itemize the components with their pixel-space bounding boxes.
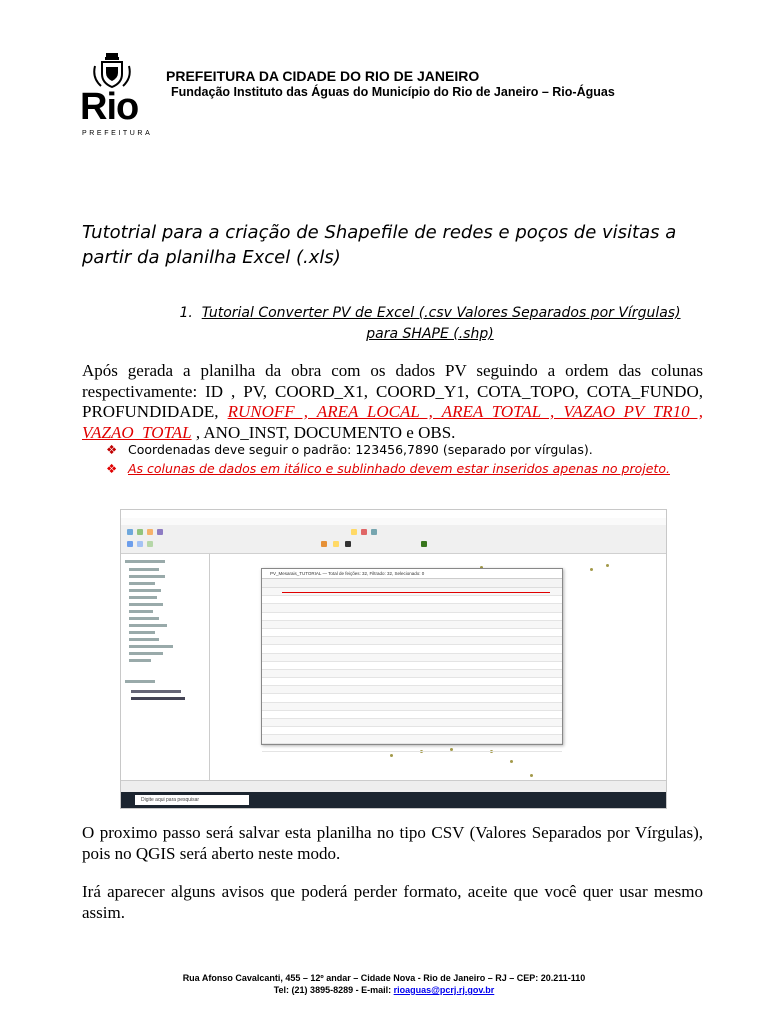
document-title: Tutotrial para a criação de Shapefile de redes e poços de visitas a partir da planilha Excel (.xls) bbox=[82, 222, 677, 268]
diamond-bullet-icon: ❖ bbox=[106, 461, 118, 476]
table-row[interactable] bbox=[262, 637, 562, 645]
project-only-columns: RUNOFF , AREA_LOCAL , AREA_TOTAL , VAZAO_PV_TR10 , VAZAO_TOTAL bbox=[82, 402, 703, 442]
table-row[interactable] bbox=[262, 735, 562, 743]
table-row[interactable] bbox=[262, 719, 562, 727]
table-row[interactable] bbox=[262, 727, 562, 735]
header-institution: PREFEITURA DA CIDADE DO RIO DE JANEIRO bbox=[166, 68, 480, 84]
toolbar-icon bbox=[147, 529, 153, 535]
diamond-bullet-icon: ❖ bbox=[106, 442, 118, 457]
toolbar-icon bbox=[421, 541, 427, 547]
toolbar-icon bbox=[127, 541, 133, 547]
table-row[interactable] bbox=[262, 596, 562, 604]
bullet-project-columns bbox=[106, 461, 670, 477]
qgis-screenshot bbox=[120, 509, 667, 809]
next-step-paragraph: O proximo passo será salvar esta planilha no tipo CSV (Valores Separados por Vírgulas), pois no QGIS será aberto neste modo. bbox=[82, 823, 703, 863]
bullet-text: Coordenadas deve seguir o padrão: 123456,7890 (separado por vírgulas). bbox=[128, 442, 593, 457]
table-row[interactable] bbox=[262, 711, 562, 719]
taskbar-search[interactable]: Digite aqui para pesquisar bbox=[135, 795, 249, 805]
browser-panel bbox=[121, 554, 210, 792]
toolbar-icon bbox=[321, 541, 327, 547]
toolbar-icon bbox=[351, 529, 357, 535]
footer-address: Rua Afonso Cavalcanti, 455 – 12º andar – Cidade Nova - Rio de Janeiro – RJ – CEP: 20.211-110 bbox=[182, 973, 586, 983]
toolbar-icon bbox=[137, 529, 143, 535]
warning-paragraph: Irá aparecer alguns avisos que poderá perder formato, aceite que você quer usar mesmo assim. bbox=[82, 882, 703, 922]
attribute-table-dialog[interactable] bbox=[261, 568, 563, 745]
table-row[interactable] bbox=[262, 670, 562, 678]
toolbar-icon bbox=[127, 529, 133, 535]
dialog-title: PV_Mesarais_TUTORIAL — Total de feições: 32, Filtrado: 32, Selecionado: 0 bbox=[262, 569, 562, 579]
toolbar-icon bbox=[371, 529, 377, 535]
table-row[interactable] bbox=[262, 645, 562, 653]
menu-bar bbox=[121, 518, 666, 525]
table-row[interactable] bbox=[262, 678, 562, 686]
logo-word: Rio bbox=[80, 86, 139, 128]
table-row[interactable] bbox=[262, 629, 562, 637]
windows-taskbar bbox=[121, 792, 666, 808]
header-foundation: Fundação Instituto das Águas do Município do Rio de Janeiro – Rio-Águas bbox=[171, 85, 615, 99]
section-title-line2: para SHAPE (.shp) bbox=[366, 326, 494, 342]
toolbar-icon bbox=[157, 529, 163, 535]
attribute-rows bbox=[262, 588, 562, 752]
footer-contact bbox=[0, 985, 768, 995]
footer-phone: Tel: (21) 3895-8289 - E-mail: bbox=[273, 985, 392, 995]
table-row[interactable] bbox=[262, 621, 562, 629]
toolbar-icon bbox=[345, 541, 351, 547]
dialog-toolbar bbox=[262, 579, 562, 588]
table-row[interactable] bbox=[262, 662, 562, 670]
section-heading bbox=[150, 303, 710, 345]
header-underline bbox=[282, 592, 550, 593]
table-row[interactable] bbox=[262, 694, 562, 702]
toolbar-icon bbox=[137, 541, 143, 547]
section-title-line1: Tutorial Converter PV de Excel (.csv Valores Separados por Vírgulas) bbox=[201, 305, 681, 321]
table-row[interactable] bbox=[262, 654, 562, 662]
table-row[interactable] bbox=[262, 703, 562, 711]
intro-text-end: , ANO_INST, DOCUMENTO e OBS. bbox=[195, 422, 456, 442]
toolbar bbox=[121, 525, 666, 554]
intro-paragraph bbox=[82, 361, 703, 443]
table-row[interactable] bbox=[262, 744, 562, 752]
toolbar-icon bbox=[147, 541, 153, 547]
logo-subtitle: PREFEITURA bbox=[82, 130, 153, 137]
table-row[interactable] bbox=[262, 613, 562, 621]
table-row[interactable] bbox=[262, 604, 562, 612]
bullet-text: As colunas de dados em itálico e sublinhado devem estar inseridos apenas no projeto. bbox=[128, 461, 670, 476]
table-row[interactable] bbox=[262, 686, 562, 694]
rio-prefeitura-logo bbox=[80, 52, 153, 137]
intro-text: Após gerada a planilha da obra com os dados PV seguindo a ordem das colunas respectivamente: ID , PV, COORD_X1, COORD_Y1, COTA_TOPO, COTA_FUNDO, PROFUNDIDADE, bbox=[82, 361, 703, 421]
section-number: 1. bbox=[179, 305, 193, 321]
bullet-coordinates bbox=[106, 442, 593, 458]
toolbar-icon bbox=[333, 541, 339, 547]
footer-email-link[interactable]: rioaguas@pcrj.rj.gov.br bbox=[393, 985, 495, 995]
toolbar-icon bbox=[361, 529, 367, 535]
